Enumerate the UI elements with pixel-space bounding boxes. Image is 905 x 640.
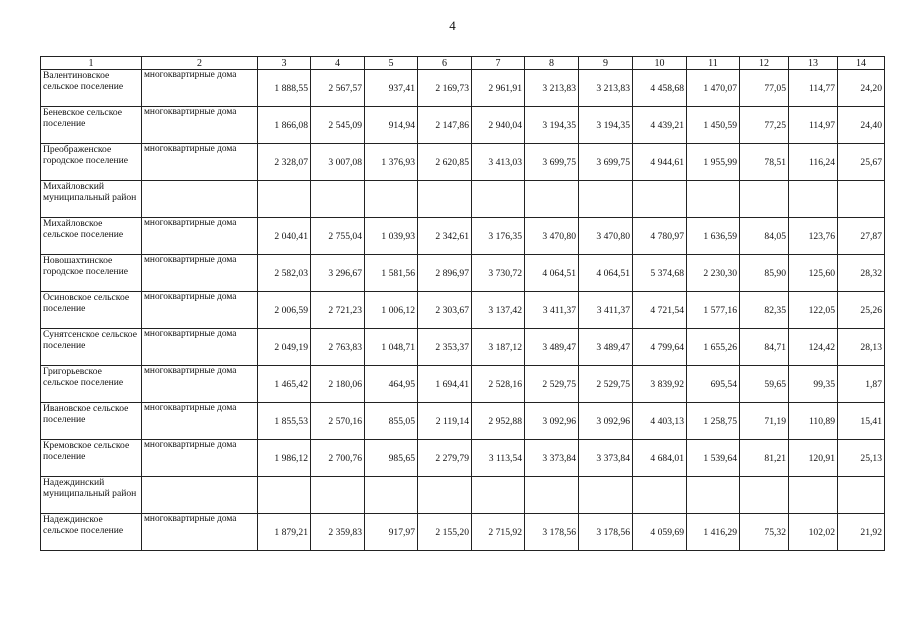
housing-type: многоквартирные дома bbox=[142, 218, 258, 255]
settlement-name: Кремовское сельское поселение bbox=[41, 440, 142, 477]
value-cell: 3 194,35 bbox=[579, 107, 633, 144]
value-cell: 2 567,57 bbox=[311, 70, 365, 107]
value-cell: 1 416,29 bbox=[687, 514, 740, 551]
table-row bbox=[41, 403, 885, 440]
value-cell: 4 944,61 bbox=[633, 144, 687, 181]
value-cell: 1 465,42 bbox=[258, 366, 311, 403]
value-cell: 4 458,68 bbox=[633, 70, 687, 107]
value-cell: 2 721,23 bbox=[311, 292, 365, 329]
value-cell: 1,87 bbox=[838, 366, 885, 403]
settlement-name: Григорьевское сельское поселение bbox=[41, 366, 142, 403]
value-cell: 4 064,51 bbox=[579, 255, 633, 292]
housing-type: многоквартирные дома bbox=[142, 255, 258, 292]
settlement-name: Михайловское сельское поселение bbox=[41, 218, 142, 255]
value-cell: 4 684,01 bbox=[633, 440, 687, 477]
value-cell: 25,67 bbox=[838, 144, 885, 181]
column-header: 3 bbox=[258, 57, 311, 70]
value-cell bbox=[789, 181, 838, 218]
value-cell bbox=[687, 477, 740, 514]
value-cell: 99,35 bbox=[789, 366, 838, 403]
value-cell: 77,25 bbox=[740, 107, 789, 144]
table-row bbox=[41, 107, 885, 144]
value-cell: 122,05 bbox=[789, 292, 838, 329]
value-cell: 25,26 bbox=[838, 292, 885, 329]
value-cell: 2 359,83 bbox=[311, 514, 365, 551]
value-cell: 4 064,51 bbox=[525, 255, 579, 292]
settlement-name: Беневское сельское поселение bbox=[41, 107, 142, 144]
value-cell bbox=[311, 181, 365, 218]
value-cell: 3 007,08 bbox=[311, 144, 365, 181]
value-cell: 1 048,71 bbox=[365, 329, 418, 366]
settlement-name: Сунятсенское сельское поселение bbox=[41, 329, 142, 366]
value-cell: 78,51 bbox=[740, 144, 789, 181]
table-row bbox=[41, 366, 885, 403]
value-cell: 2 528,16 bbox=[472, 366, 525, 403]
value-cell bbox=[525, 477, 579, 514]
value-cell: 2 961,91 bbox=[472, 70, 525, 107]
value-cell: 2 715,92 bbox=[472, 514, 525, 551]
value-cell: 114,77 bbox=[789, 70, 838, 107]
value-cell: 3 137,42 bbox=[472, 292, 525, 329]
column-header: 10 bbox=[633, 57, 687, 70]
value-cell bbox=[472, 181, 525, 218]
value-cell: 4 780,97 bbox=[633, 218, 687, 255]
value-cell bbox=[311, 477, 365, 514]
value-cell: 4 403,13 bbox=[633, 403, 687, 440]
value-cell: 110,89 bbox=[789, 403, 838, 440]
value-cell: 464,95 bbox=[365, 366, 418, 403]
table-row bbox=[41, 477, 885, 514]
value-cell: 2 353,37 bbox=[418, 329, 472, 366]
value-cell: 102,02 bbox=[789, 514, 838, 551]
table-row bbox=[41, 144, 885, 181]
value-cell: 1 006,12 bbox=[365, 292, 418, 329]
value-cell: 2 896,97 bbox=[418, 255, 472, 292]
value-cell: 1 855,53 bbox=[258, 403, 311, 440]
value-cell: 4 721,54 bbox=[633, 292, 687, 329]
value-cell: 3 413,03 bbox=[472, 144, 525, 181]
value-cell: 3 178,56 bbox=[579, 514, 633, 551]
value-cell: 2 342,61 bbox=[418, 218, 472, 255]
value-cell: 3 373,84 bbox=[579, 440, 633, 477]
value-cell bbox=[633, 477, 687, 514]
value-cell: 1 655,26 bbox=[687, 329, 740, 366]
value-cell: 123,76 bbox=[789, 218, 838, 255]
value-cell bbox=[579, 181, 633, 218]
value-cell: 2 545,09 bbox=[311, 107, 365, 144]
value-cell: 3 092,96 bbox=[525, 403, 579, 440]
value-cell: 1 581,56 bbox=[365, 255, 418, 292]
value-cell: 3 178,56 bbox=[525, 514, 579, 551]
page-number: 4 bbox=[449, 18, 456, 33]
column-header: 5 bbox=[365, 57, 418, 70]
value-cell: 2 570,16 bbox=[311, 403, 365, 440]
value-cell: 25,13 bbox=[838, 440, 885, 477]
column-header: 12 bbox=[740, 57, 789, 70]
value-cell: 75,32 bbox=[740, 514, 789, 551]
value-cell: 3 213,83 bbox=[525, 70, 579, 107]
housing-type bbox=[142, 181, 258, 218]
settlement-name: Надеждинский муниципальный район bbox=[41, 477, 142, 514]
housing-type: многоквартирные дома bbox=[142, 107, 258, 144]
value-cell: 15,41 bbox=[838, 403, 885, 440]
value-cell: 4 799,64 bbox=[633, 329, 687, 366]
value-cell: 116,24 bbox=[789, 144, 838, 181]
value-cell: 1 376,93 bbox=[365, 144, 418, 181]
settlement-name: Новошахтинское городское поселение bbox=[41, 255, 142, 292]
table-row bbox=[41, 514, 885, 551]
value-cell: 985,65 bbox=[365, 440, 418, 477]
value-cell bbox=[365, 181, 418, 218]
table-row bbox=[41, 329, 885, 366]
value-cell: 1 866,08 bbox=[258, 107, 311, 144]
value-cell: 1 470,07 bbox=[687, 70, 740, 107]
value-cell: 2 952,88 bbox=[472, 403, 525, 440]
value-cell: 1 888,55 bbox=[258, 70, 311, 107]
value-cell: 120,91 bbox=[789, 440, 838, 477]
column-header: 6 bbox=[418, 57, 472, 70]
value-cell bbox=[525, 181, 579, 218]
value-cell: 3 730,72 bbox=[472, 255, 525, 292]
housing-type: многоквартирные дома bbox=[142, 403, 258, 440]
value-cell: 1 450,59 bbox=[687, 107, 740, 144]
value-cell: 3 176,35 bbox=[472, 218, 525, 255]
settlement-name: Преображенское городское поселение bbox=[41, 144, 142, 181]
value-cell: 27,87 bbox=[838, 218, 885, 255]
settlement-name: Ивановское сельское поселение bbox=[41, 403, 142, 440]
value-cell: 3 470,80 bbox=[579, 218, 633, 255]
settlement-name: Валентиновское сельское поселение bbox=[41, 70, 142, 107]
column-header: 1 bbox=[41, 57, 142, 70]
settlement-name: Михайловский муниципальный район bbox=[41, 181, 142, 218]
value-cell: 2 049,19 bbox=[258, 329, 311, 366]
table-row bbox=[41, 181, 885, 218]
value-cell bbox=[418, 181, 472, 218]
value-cell: 21,92 bbox=[838, 514, 885, 551]
value-cell: 71,19 bbox=[740, 403, 789, 440]
table-row bbox=[41, 70, 885, 107]
housing-type bbox=[142, 477, 258, 514]
value-cell: 2 155,20 bbox=[418, 514, 472, 551]
value-cell: 2 620,85 bbox=[418, 144, 472, 181]
tariff-table bbox=[40, 56, 885, 551]
housing-type: многоквартирные дома bbox=[142, 366, 258, 403]
value-cell bbox=[418, 477, 472, 514]
column-header: 7 bbox=[472, 57, 525, 70]
table-row bbox=[41, 255, 885, 292]
value-cell: 3 699,75 bbox=[525, 144, 579, 181]
value-cell: 5 374,68 bbox=[633, 255, 687, 292]
value-cell: 84,05 bbox=[740, 218, 789, 255]
value-cell: 4 059,69 bbox=[633, 514, 687, 551]
value-cell: 84,71 bbox=[740, 329, 789, 366]
value-cell: 3 373,84 bbox=[525, 440, 579, 477]
housing-type: многоквартирные дома bbox=[142, 440, 258, 477]
value-cell bbox=[838, 181, 885, 218]
value-cell: 3 113,54 bbox=[472, 440, 525, 477]
column-header: 2 bbox=[142, 57, 258, 70]
value-cell bbox=[579, 477, 633, 514]
value-cell: 24,40 bbox=[838, 107, 885, 144]
value-cell: 1 636,59 bbox=[687, 218, 740, 255]
value-cell bbox=[740, 181, 789, 218]
value-cell: 77,05 bbox=[740, 70, 789, 107]
value-cell bbox=[633, 181, 687, 218]
value-cell: 2 006,59 bbox=[258, 292, 311, 329]
value-cell bbox=[838, 477, 885, 514]
value-cell: 2 303,67 bbox=[418, 292, 472, 329]
value-cell: 3 699,75 bbox=[579, 144, 633, 181]
value-cell: 3 194,35 bbox=[525, 107, 579, 144]
value-cell: 125,60 bbox=[789, 255, 838, 292]
column-header: 9 bbox=[579, 57, 633, 70]
housing-type: многоквартирные дома bbox=[142, 70, 258, 107]
value-cell: 1 258,75 bbox=[687, 403, 740, 440]
value-cell: 2 529,75 bbox=[525, 366, 579, 403]
value-cell: 2 763,83 bbox=[311, 329, 365, 366]
value-cell: 3 092,96 bbox=[579, 403, 633, 440]
column-header: 14 bbox=[838, 57, 885, 70]
value-cell: 114,97 bbox=[789, 107, 838, 144]
value-cell: 81,21 bbox=[740, 440, 789, 477]
value-cell: 695,54 bbox=[687, 366, 740, 403]
header-row bbox=[41, 57, 885, 70]
value-cell bbox=[789, 477, 838, 514]
settlement-name: Надеждинское сельское поселение bbox=[41, 514, 142, 551]
value-cell: 3 296,67 bbox=[311, 255, 365, 292]
value-cell: 937,41 bbox=[365, 70, 418, 107]
value-cell: 59,65 bbox=[740, 366, 789, 403]
table-row bbox=[41, 292, 885, 329]
value-cell: 124,42 bbox=[789, 329, 838, 366]
housing-type: многоквартирные дома bbox=[142, 329, 258, 366]
value-cell: 28,13 bbox=[838, 329, 885, 366]
value-cell: 1 986,12 bbox=[258, 440, 311, 477]
value-cell: 2 119,14 bbox=[418, 403, 472, 440]
value-cell: 3 213,83 bbox=[579, 70, 633, 107]
value-cell: 3 489,47 bbox=[525, 329, 579, 366]
value-cell bbox=[258, 181, 311, 218]
value-cell bbox=[365, 477, 418, 514]
value-cell: 914,94 bbox=[365, 107, 418, 144]
value-cell bbox=[740, 477, 789, 514]
value-cell: 82,35 bbox=[740, 292, 789, 329]
value-cell: 2 700,76 bbox=[311, 440, 365, 477]
value-cell: 28,32 bbox=[838, 255, 885, 292]
column-header: 13 bbox=[789, 57, 838, 70]
column-header: 4 bbox=[311, 57, 365, 70]
value-cell: 2 180,06 bbox=[311, 366, 365, 403]
value-cell: 3 489,47 bbox=[579, 329, 633, 366]
value-cell: 1 955,99 bbox=[687, 144, 740, 181]
column-header: 8 bbox=[525, 57, 579, 70]
value-cell: 2 328,07 bbox=[258, 144, 311, 181]
value-cell: 855,05 bbox=[365, 403, 418, 440]
value-cell bbox=[258, 477, 311, 514]
value-cell bbox=[687, 181, 740, 218]
value-cell: 2 147,86 bbox=[418, 107, 472, 144]
value-cell: 4 439,21 bbox=[633, 107, 687, 144]
value-cell: 2 279,79 bbox=[418, 440, 472, 477]
value-cell: 1 539,64 bbox=[687, 440, 740, 477]
value-cell: 2 169,73 bbox=[418, 70, 472, 107]
value-cell: 1 694,41 bbox=[418, 366, 472, 403]
value-cell: 24,20 bbox=[838, 70, 885, 107]
value-cell: 3 470,80 bbox=[525, 218, 579, 255]
value-cell: 917,97 bbox=[365, 514, 418, 551]
value-cell bbox=[472, 477, 525, 514]
value-cell: 3 411,37 bbox=[525, 292, 579, 329]
housing-type: многоквартирные дома bbox=[142, 144, 258, 181]
value-cell: 3 411,37 bbox=[579, 292, 633, 329]
column-header: 11 bbox=[687, 57, 740, 70]
value-cell: 2 940,04 bbox=[472, 107, 525, 144]
value-cell: 1 039,93 bbox=[365, 218, 418, 255]
value-cell: 3 839,92 bbox=[633, 366, 687, 403]
table-row bbox=[41, 440, 885, 477]
value-cell: 1 879,21 bbox=[258, 514, 311, 551]
table-row bbox=[41, 218, 885, 255]
housing-type: многоквартирные дома bbox=[142, 292, 258, 329]
value-cell: 2 755,04 bbox=[311, 218, 365, 255]
value-cell: 2 040,41 bbox=[258, 218, 311, 255]
value-cell: 2 529,75 bbox=[579, 366, 633, 403]
value-cell: 1 577,16 bbox=[687, 292, 740, 329]
value-cell: 2 582,03 bbox=[258, 255, 311, 292]
housing-type: многоквартирные дома bbox=[142, 514, 258, 551]
table-body bbox=[41, 70, 885, 551]
value-cell: 3 187,12 bbox=[472, 329, 525, 366]
value-cell: 85,90 bbox=[740, 255, 789, 292]
value-cell: 2 230,30 bbox=[687, 255, 740, 292]
settlement-name: Осиновское сельское поселение bbox=[41, 292, 142, 329]
